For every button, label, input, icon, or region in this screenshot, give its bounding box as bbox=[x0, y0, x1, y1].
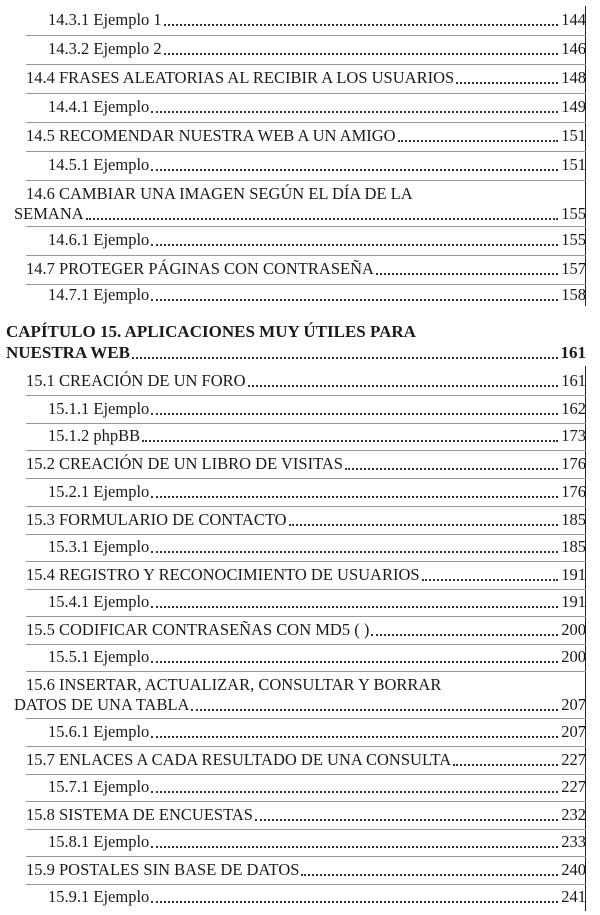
toc-entry-page: 200 bbox=[561, 647, 586, 666]
toc-entry bbox=[48, 647, 586, 667]
toc-entry-page: 157 bbox=[561, 259, 586, 278]
toc-leader bbox=[151, 413, 558, 415]
toc-leader bbox=[151, 791, 558, 793]
toc-entry-page: 149 bbox=[561, 97, 586, 116]
toc-separator bbox=[26, 829, 586, 830]
toc-leader bbox=[151, 496, 558, 498]
toc-entry-title: 15.1.2 phpBB bbox=[48, 426, 141, 445]
toc-entry-title: 15.6.1 Ejemplo bbox=[48, 722, 150, 741]
toc-entry-title: 15.2.1 Ejemplo bbox=[48, 482, 150, 501]
toc-leader bbox=[151, 244, 558, 246]
toc-entry-page: 173 bbox=[561, 426, 586, 445]
toc-entry-title: 15.2 CREACIÓN DE UN LIBRO DE VISITAS bbox=[26, 454, 343, 473]
toc-entry-page: 185 bbox=[561, 510, 586, 529]
toc-separator bbox=[26, 856, 586, 857]
toc-entry bbox=[48, 10, 586, 30]
toc-separator bbox=[26, 616, 586, 617]
toc-entry bbox=[48, 537, 586, 557]
toc-entry-title: 14.7.1 Ejemplo bbox=[48, 285, 150, 304]
toc-entry-page: 155 bbox=[561, 204, 586, 223]
toc-leader bbox=[289, 524, 559, 526]
toc-entry-page: 207 bbox=[561, 722, 586, 741]
toc-entry-page: 176 bbox=[561, 454, 586, 473]
toc-entry-title: 15.5.1 Ejemplo bbox=[48, 647, 150, 666]
toc-entry-page: 151 bbox=[561, 155, 586, 174]
toc-entry-title: 15.8 SISTEMA DE ENCUESTAS bbox=[26, 805, 253, 824]
toc-entry bbox=[48, 399, 586, 419]
toc-entry bbox=[26, 510, 586, 530]
toc-entry-title: 15.3 FORMULARIO DE CONTACTO bbox=[26, 510, 287, 529]
toc-leader bbox=[151, 661, 558, 663]
toc-leader bbox=[151, 551, 558, 553]
toc-entry-title: 14.5 RECOMENDAR NUESTRA WEB A UN AMIGO bbox=[26, 126, 396, 145]
toc-separator bbox=[26, 561, 586, 562]
toc-leader bbox=[453, 764, 558, 766]
toc-entry bbox=[48, 285, 586, 305]
toc-entry bbox=[26, 454, 586, 474]
toc-entry-page: 158 bbox=[561, 285, 586, 304]
toc-entry bbox=[26, 68, 586, 88]
toc-entry bbox=[48, 230, 586, 250]
toc-entry-title: 15.8.1 Ejemplo bbox=[48, 832, 150, 851]
toc-entry-page: 240 bbox=[561, 860, 586, 879]
toc-entry-title: 14.4.1 Ejemplo bbox=[48, 97, 150, 116]
toc-leader bbox=[151, 111, 558, 113]
toc-entry-page: 233 bbox=[561, 832, 586, 851]
toc-entry-page: 207 bbox=[561, 695, 586, 714]
toc-entry-title: 15.7.1 Ejemplo bbox=[48, 777, 150, 796]
toc-leader bbox=[398, 140, 559, 142]
toc-separator bbox=[26, 93, 586, 94]
toc-entry bbox=[48, 777, 586, 797]
toc-entry-title: 14.7 PROTEGER PÁGINAS CON CONTRASEÑA bbox=[26, 259, 374, 278]
toc-entry-page: 151 bbox=[561, 126, 586, 145]
toc-entry-title: 14.6.1 Ejemplo bbox=[48, 230, 150, 249]
toc-leader bbox=[132, 357, 558, 359]
toc-entry-title: NUESTRA WEB bbox=[6, 343, 130, 362]
toc-entry-page: 185 bbox=[561, 537, 586, 556]
toc-separator bbox=[26, 884, 586, 885]
toc-leader bbox=[151, 299, 558, 301]
toc-entry bbox=[26, 259, 586, 279]
toc-entry-page: 155 bbox=[561, 230, 586, 249]
toc-leader bbox=[191, 709, 558, 711]
toc-entry bbox=[48, 482, 586, 502]
toc-separator bbox=[26, 746, 586, 747]
toc-entry-page: 176 bbox=[561, 482, 586, 501]
toc-entry bbox=[48, 592, 586, 612]
toc-entry-title: 15.1.1 Ejemplo bbox=[48, 399, 150, 418]
toc-entry-title: SEMANA bbox=[14, 204, 84, 223]
toc-entry bbox=[14, 204, 586, 224]
toc-entry-title-line1: 15.6 INSERTAR, ACTUALIZAR, CONSULTAR Y BORRAR bbox=[26, 675, 442, 694]
toc-entry-title-line1: 14.6 CAMBIAR UNA IMAGEN SEGÚN EL DÍA DE LA bbox=[26, 184, 413, 203]
toc-entry-title: 15.9.1 Ejemplo bbox=[48, 887, 150, 906]
toc-leader bbox=[86, 218, 559, 220]
toc-entry bbox=[48, 426, 586, 446]
toc-separator bbox=[26, 226, 586, 227]
toc-entry-title: 14.3.2 Ejemplo 2 bbox=[48, 39, 162, 58]
toc-separator bbox=[26, 423, 586, 424]
toc-leader bbox=[164, 53, 559, 55]
toc-entry-title: 15.5 CODIFICAR CONTRASEÑAS CON MD5 ( ) bbox=[26, 620, 370, 639]
chapter-heading bbox=[6, 343, 586, 363]
toc-leader bbox=[345, 468, 558, 470]
toc-leader bbox=[151, 846, 558, 848]
toc-entry-page: 148 bbox=[561, 68, 586, 87]
toc-separator bbox=[26, 718, 586, 719]
toc-separator bbox=[26, 534, 586, 535]
toc-entry-page: 144 bbox=[561, 10, 586, 29]
toc-entry-page: 161 bbox=[560, 343, 586, 362]
toc-separator bbox=[26, 506, 586, 507]
toc-separator bbox=[26, 644, 586, 645]
toc-separator bbox=[26, 122, 586, 123]
toc-leader bbox=[151, 901, 558, 903]
toc-separator bbox=[26, 255, 586, 256]
toc-leader bbox=[151, 736, 558, 738]
toc-entry-page: 200 bbox=[561, 620, 586, 639]
toc-separator bbox=[26, 395, 586, 396]
toc-entry bbox=[14, 695, 586, 715]
toc-entry-title: 15.3.1 Ejemplo bbox=[48, 537, 150, 556]
toc-separator bbox=[26, 589, 586, 590]
toc-entry-page: 162 bbox=[561, 399, 586, 418]
toc-leader bbox=[376, 273, 558, 275]
toc-entry bbox=[48, 97, 586, 117]
toc-entry-title: 15.1 CREACIÓN DE UN FORO bbox=[26, 371, 246, 390]
toc-entry-title: 14.5.1 Ejemplo bbox=[48, 155, 150, 174]
toc-entry-page: 161 bbox=[561, 371, 586, 390]
toc-separator bbox=[26, 774, 586, 775]
toc-separator bbox=[26, 151, 586, 152]
toc-entry-title: 15.4.1 Ejemplo bbox=[48, 592, 150, 611]
toc-entry bbox=[48, 832, 586, 852]
toc-entry-title: 15.7 ENLACES A CADA RESULTADO DE UNA CONSULTA bbox=[26, 750, 452, 769]
toc-entry bbox=[48, 887, 586, 907]
toc-leader bbox=[301, 874, 558, 876]
toc-separator bbox=[26, 478, 586, 479]
toc-entry bbox=[26, 126, 586, 146]
toc-entry bbox=[48, 39, 586, 59]
toc-entry-page: 227 bbox=[561, 750, 586, 769]
toc-separator bbox=[26, 450, 586, 451]
chapter-heading-line1: CAPÍTULO 15. APLICACIONES MUY ÚTILES PARA bbox=[6, 322, 416, 341]
toc-entry-title: 14.4 FRASES ALEATORIAS AL RECIBIR A LOS USUARIOS bbox=[26, 68, 455, 87]
toc-entry-page: 232 bbox=[561, 805, 586, 824]
toc-entry bbox=[48, 155, 586, 175]
toc-entry bbox=[26, 805, 586, 825]
toc-leader bbox=[422, 579, 559, 581]
toc-entry-title: 14.3.1 Ejemplo 1 bbox=[48, 10, 162, 29]
toc-entry bbox=[26, 371, 586, 391]
toc-entry-title: 15.4 REGISTRO Y RECONOCIMIENTO DE USUARIOS bbox=[26, 565, 420, 584]
toc-leader bbox=[151, 606, 558, 608]
toc-entry-page: 241 bbox=[561, 887, 586, 906]
toc-separator bbox=[26, 64, 586, 65]
toc-leader bbox=[164, 24, 559, 26]
toc-entry bbox=[26, 860, 586, 880]
toc-separator bbox=[26, 35, 586, 36]
toc-entry bbox=[26, 620, 586, 640]
toc-separator bbox=[26, 671, 586, 672]
toc-leader bbox=[371, 634, 558, 636]
toc-entry bbox=[48, 722, 586, 742]
toc-entry-title: DATOS DE UNA TABLA bbox=[14, 695, 190, 714]
toc-leader bbox=[255, 819, 558, 821]
toc-entry-page: 191 bbox=[561, 592, 586, 611]
toc-separator bbox=[26, 801, 586, 802]
toc-entry-page: 146 bbox=[561, 39, 586, 58]
toc-separator bbox=[26, 180, 586, 181]
toc-entry-page: 191 bbox=[561, 565, 586, 584]
toc-entry-page: 227 bbox=[561, 777, 586, 796]
toc-entry bbox=[26, 565, 586, 585]
toc-entry bbox=[26, 750, 586, 770]
toc-leader bbox=[142, 440, 558, 442]
toc-entry-title: 15.9 POSTALES SIN BASE DE DATOS bbox=[26, 860, 300, 879]
toc-leader bbox=[248, 385, 559, 387]
toc-leader bbox=[456, 82, 558, 84]
toc-leader bbox=[151, 169, 558, 171]
